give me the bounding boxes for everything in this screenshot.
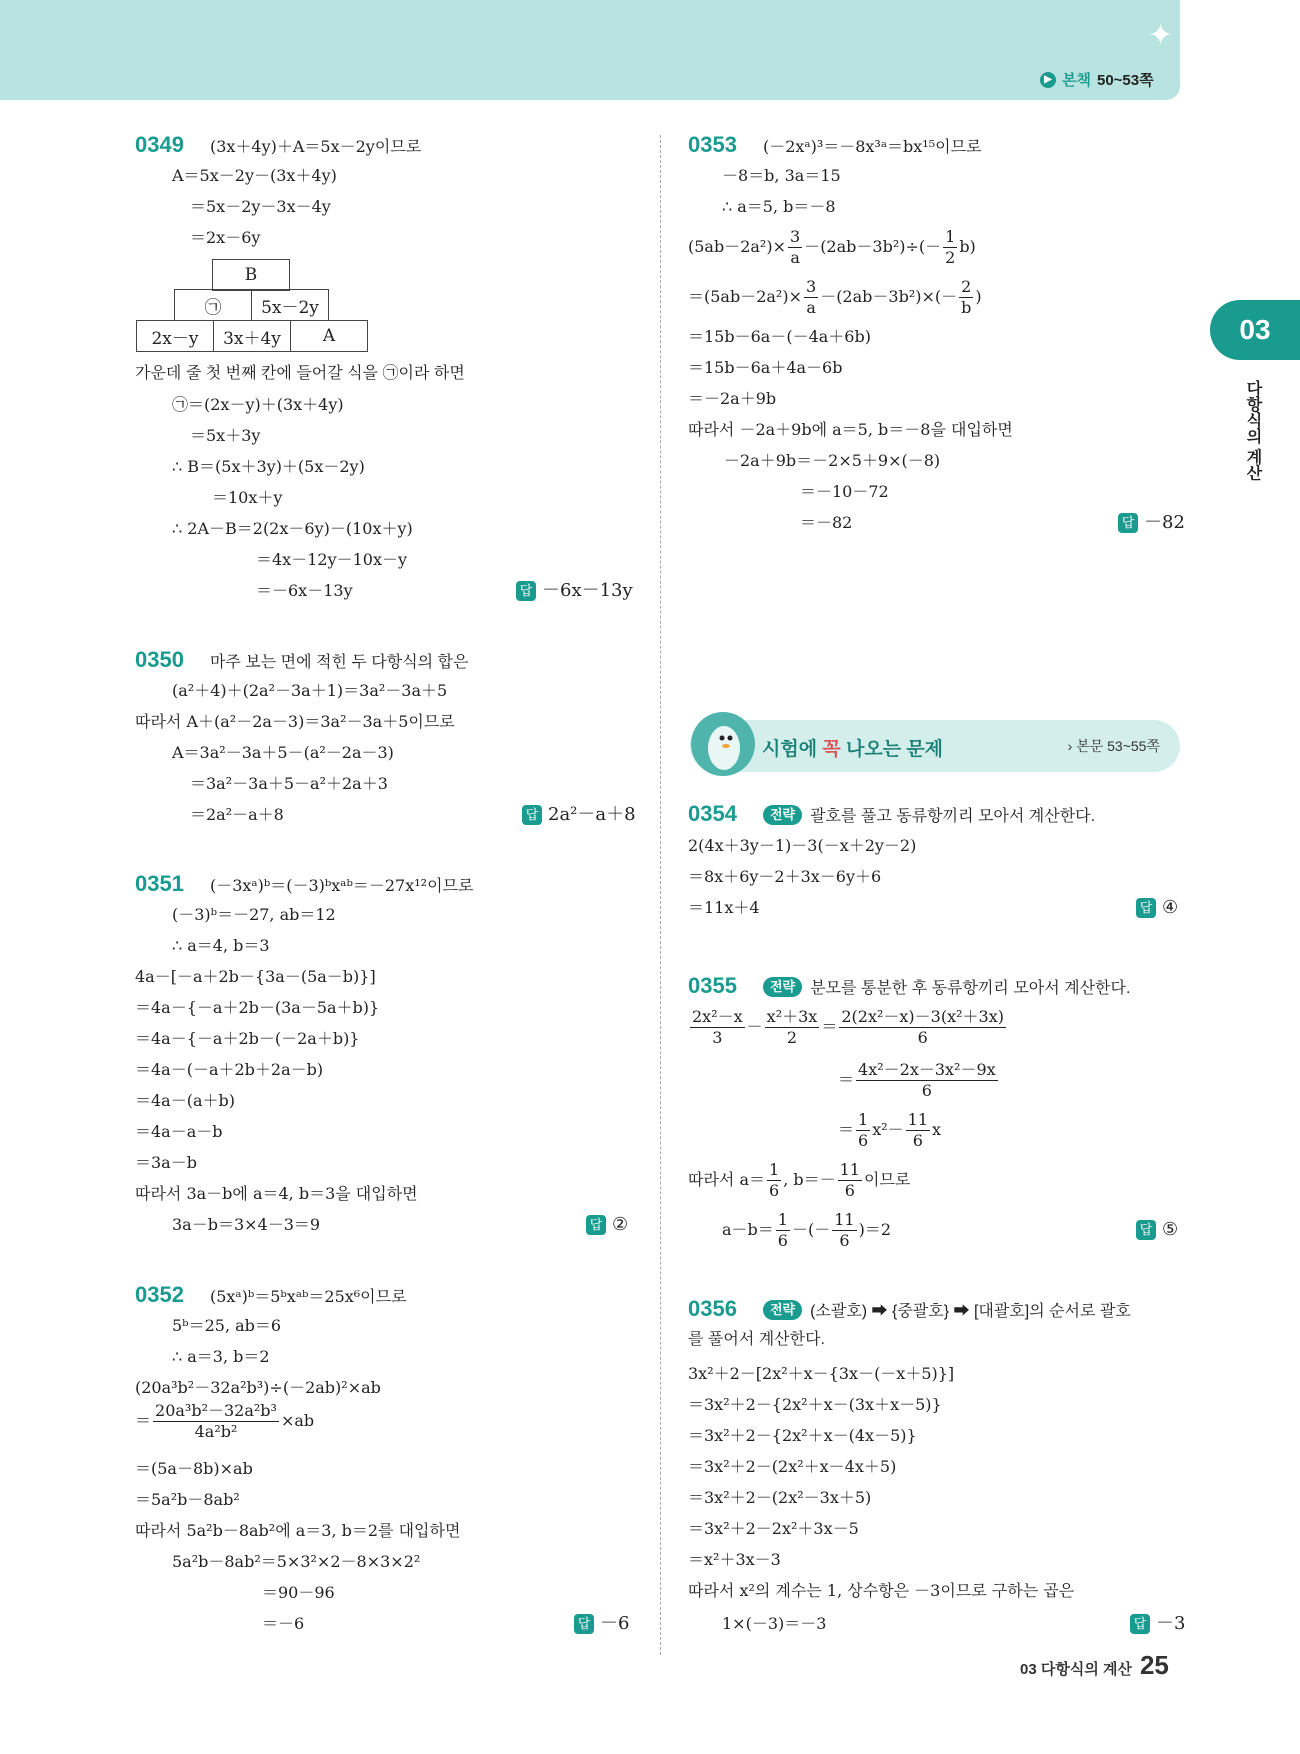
- answer-0352: 답 －6: [574, 1612, 629, 1636]
- answer-0354: 답 ④: [1136, 896, 1178, 920]
- step-fraction: ＝ $\frac{\text{4x²－2x－3x²－9x}}{6}$: [838, 1060, 996, 1100]
- answer-0350: 답 2a²－a＋8: [522, 803, 636, 827]
- step: (a²＋4)＋(2a²－3a＋1)＝3a²－3a＋5: [172, 681, 448, 700]
- header-band: [0, 0, 1180, 100]
- answer-badge: 답: [516, 581, 536, 601]
- step-fraction: 따라서 a＝ $\frac{1}{6}$ , b＝－ $\frac{11}{6}$ 이므로: [688, 1160, 911, 1200]
- step: ＝－82: [800, 513, 853, 532]
- page-footer: 03 다항식의 계산 25: [1020, 1650, 1169, 1680]
- fraction: $\frac{\text{2(2x²－x)－3(x²＋3x)}}{6}$: [841, 1007, 1004, 1047]
- mascot-icon: [688, 708, 758, 780]
- step: 5a²b－8ab²＝5×3²×2－8×3×2²: [172, 1552, 421, 1571]
- answer-badge: 답: [586, 1215, 606, 1235]
- step: ＝4a－(a＋b): [135, 1091, 235, 1110]
- step: ＝11x＋4: [688, 898, 760, 917]
- step: ＝10x＋y: [212, 488, 283, 507]
- answer-0355: 답 ⑤: [1136, 1218, 1178, 1242]
- step: ＝4a－a－b: [135, 1122, 223, 1141]
- answer-badge: 답: [574, 1614, 594, 1634]
- step: (20a³b²－32a²b³)÷(－2ab)²×ab: [135, 1378, 381, 1397]
- step: ＝3x²＋2－(2x²－3x＋5): [688, 1488, 872, 1507]
- step: ＝3x²＋2－{2x²＋x－(3x＋x－5)}: [688, 1395, 942, 1414]
- step: ＝－10－72: [800, 482, 889, 501]
- step-fraction: $\frac{\text{2x²－x}}{3}$ － $\frac{\text{x²＋3x}}{2}$ ＝ $\frac{\text{2(2x²－x)－3(x²＋3x)}}{6}$: [692, 1007, 1004, 1047]
- step: ＝x²＋3x－3: [688, 1550, 781, 1569]
- answer-0351: 답 ②: [586, 1213, 628, 1237]
- problem-0352-head: 0352 (5xᵃ)ᵇ＝5ᵇxᵃᵇ＝25x⁶이므로: [135, 1282, 407, 1307]
- fraction: $\frac{\text{x²＋3x}}{2}$: [766, 1007, 818, 1047]
- reference-pages: ▶ 본책 50~53쪽: [1040, 69, 1154, 90]
- step: 2(4x＋3y－1)－3(－x＋2y－2): [688, 836, 917, 855]
- answer-badge: 답: [522, 805, 542, 825]
- step: ＝4a－{－a＋2b－(3a－5a＋b)}: [135, 998, 380, 1017]
- step: ＝2x－6y: [190, 228, 261, 247]
- step: ＝2a²－a＋8: [190, 805, 284, 824]
- pyramid-top: B: [212, 259, 290, 291]
- step: ㉠＝(2x－y)＋(3x＋4y): [172, 395, 344, 414]
- step: ＝5x－2y－3x－4y: [190, 197, 331, 216]
- answer-badge: 답: [1130, 1614, 1150, 1634]
- step: 1×(－3)＝－3: [722, 1614, 827, 1633]
- fraction: $\frac{1}{6}$: [858, 1110, 869, 1150]
- fraction: $\frac{2}{b}$: [961, 277, 972, 317]
- step: ∴ 2A－B＝2(2x－6y)－(10x＋y): [172, 519, 413, 538]
- answer-0349: 답 －6x－13y: [516, 579, 633, 603]
- column-divider: [660, 135, 661, 1655]
- step: 3a－b＝3×4－3＝9: [172, 1215, 321, 1234]
- answer-badge: 답: [1136, 898, 1156, 918]
- fraction: $\frac{3}{a}$: [806, 277, 817, 317]
- step: ＝15b－6a＋4a－6b: [688, 358, 843, 377]
- problem-0355-head: 0355 전략 분모를 통분한 후 동류항끼리 모아서 계산한다.: [688, 973, 1131, 998]
- step: ＝－2a＋9b: [688, 389, 777, 408]
- pyramid-bottom: 2x－y 3x＋4y A: [136, 320, 368, 352]
- step: ＝90－96: [262, 1583, 335, 1602]
- step: ＝3x²＋2－2x²＋3x－5: [688, 1519, 859, 1538]
- step: ＝3x²＋2－(2x²＋x－4x＋5): [688, 1457, 897, 1476]
- step: ＝4a－(－a＋2b＋2a－b): [135, 1060, 324, 1079]
- step: (－3)ᵇ＝－27, ab＝12: [172, 905, 336, 924]
- step: 3x²＋2－[2x²＋x－{3x－(－x＋5)}]: [688, 1364, 955, 1383]
- fraction: $\frac{11}{6}$: [839, 1160, 860, 1200]
- fraction: $\frac{1}{6}$: [769, 1160, 780, 1200]
- pyramid-middle: ㉠ 5x－2y: [174, 289, 329, 321]
- step: －2a＋9b＝－2×5＋9×(－8): [724, 451, 941, 470]
- step-fraction: a－b＝ $\frac{1}{6}$ －(－ $\frac{11}{6}$ )＝2: [722, 1210, 892, 1250]
- problem-0350-head: 0350 마주 보는 면에 적힌 두 다항식의 합은: [135, 647, 469, 672]
- step: ＝15b－6a－(－4a＋6b): [688, 327, 871, 346]
- step: ∴ a＝5, b＝－8: [722, 197, 836, 216]
- step: A＝3a²－3a＋5－(a²－2a－3): [172, 743, 394, 762]
- step: ＝3a²－3a＋5－a²＋2a＋3: [190, 774, 388, 793]
- fraction: $\frac{11}{6}$: [834, 1210, 855, 1250]
- step: ∴ a＝3, b＝2: [172, 1347, 270, 1366]
- step-fraction: ＝ $\frac{1}{6}$ x²－ $\frac{11}{6}$ x: [838, 1110, 942, 1150]
- banner-title: 시험에 꼭 나오는 문제: [762, 739, 944, 760]
- sparkle-icon: ✦: [1148, 18, 1174, 53]
- step: 가운데 줄 첫 번째 칸에 들어갈 식을 ㉠이라 하면: [135, 365, 465, 382]
- step: ＝(5a－8b)×ab: [135, 1459, 253, 1478]
- step: 따라서 －2a＋9b에 a＝5, b＝－8을 대입하면: [688, 420, 1013, 439]
- chapter-tab: 03: [1210, 300, 1300, 360]
- answer-0353: 답 －82: [1118, 511, 1185, 535]
- step-fraction: ＝(5ab－2a²)× $\frac{3}{a}$ －(2ab－3b²)×(－ $\frac{2}{b}$ ): [688, 277, 982, 317]
- step: 5ᵇ＝25, ab＝6: [172, 1316, 282, 1335]
- step: ＝8x＋6y－2＋3x－6y＋6: [688, 867, 882, 886]
- problem-0354-head: 0354 전략 괄호를 풀고 동류항끼리 모아서 계산한다.: [688, 801, 1096, 826]
- step: 따라서 3a－b에 a＝4, b＝3을 대입하면: [135, 1184, 418, 1203]
- step: 따라서 A＋(a²－2a－3)＝3a²－3a＋5이므로: [135, 712, 455, 731]
- step: ＝3x²＋2－{2x²＋x－(4x－5)}: [688, 1426, 917, 1445]
- step-fraction: ＝ $\frac{\text{20a³b²－32a²b³}}{\text{4a²b²}}$ ×ab: [135, 1401, 315, 1441]
- step: ∴ a＝4, b＝3: [172, 936, 270, 955]
- fraction: $\frac{3}{a}$: [790, 227, 801, 267]
- step: ∴ B＝(5x＋3y)＋(5x－2y): [172, 457, 365, 476]
- problem-0351-head: 0351 (－3xᵃ)ᵇ＝(－3)ᵇxᵃᵇ＝－27x¹²이므로: [135, 871, 474, 896]
- step: 따라서 5a²b－8ab²에 a＝3, b＝2를 대입하면: [135, 1521, 461, 1540]
- step: ＝4x－12y－10x－y: [256, 550, 408, 569]
- step: －8＝b, 3a＝15: [722, 166, 841, 185]
- step: 따라서 x²의 계수는 1, 상수항은 －3이므로 구하는 곱은: [688, 1581, 1075, 1600]
- problem-0349-head: 0349 (3x＋4y)＋A＝5x－2y이므로: [135, 132, 422, 157]
- answer-0356: 답 －3: [1130, 1612, 1185, 1636]
- problem-0353-head: 0353 (－2xᵃ)³＝－8x³ᵃ＝bx¹⁵이므로: [688, 132, 982, 157]
- answer-badge: 답: [1118, 513, 1138, 533]
- banner-pages: › 본문 53~55쪽: [1067, 738, 1160, 754]
- chapter-title: 다항식의 계산: [1244, 380, 1261, 481]
- step: ＝－6x－13y: [256, 581, 353, 600]
- fraction: $\frac{11}{6}$: [907, 1110, 929, 1150]
- arrow-icon: ▶: [1040, 72, 1056, 88]
- fraction: $\frac{\text{2x²－x}}{3}$: [692, 1007, 743, 1047]
- answer-badge: 답: [1136, 1220, 1156, 1240]
- section-banner: [690, 720, 1180, 772]
- step: ＝5x＋3y: [190, 426, 261, 445]
- step: A＝5x－2y－(3x＋4y): [172, 166, 337, 185]
- fraction: $\frac{1}{2}$: [945, 227, 956, 267]
- step-fraction: (5ab－2a²)× $\frac{3}{a}$ －(2ab－3b²)÷(－ $\frac{1}{2}$ b): [688, 227, 976, 267]
- fraction: $\frac{\text{20a³b²－32a²b³}}{\text{4a²b²}}$: [155, 1401, 277, 1441]
- step: ＝3a－b: [135, 1153, 197, 1172]
- step: ＝－6: [262, 1614, 305, 1633]
- problem-0356-head: 0356 전략 (소괄호) ➡ {중괄호} ➡ [대괄호]의 순서로 괄호: [688, 1296, 1131, 1321]
- step: ＝5a²b－8ab²: [135, 1490, 240, 1509]
- fraction: $\frac{1}{6}$: [777, 1210, 788, 1250]
- fraction: $\frac{\text{4x²－2x－3x²－9x}}{6}$: [858, 1060, 996, 1100]
- step: ＝4a－{－a＋2b－(－2a＋b)}: [135, 1029, 360, 1048]
- step: 를 풀어서 계산한다.: [688, 1331, 825, 1348]
- step: 4a－[－a＋2b－{3a－(5a－b)}]: [135, 967, 376, 986]
